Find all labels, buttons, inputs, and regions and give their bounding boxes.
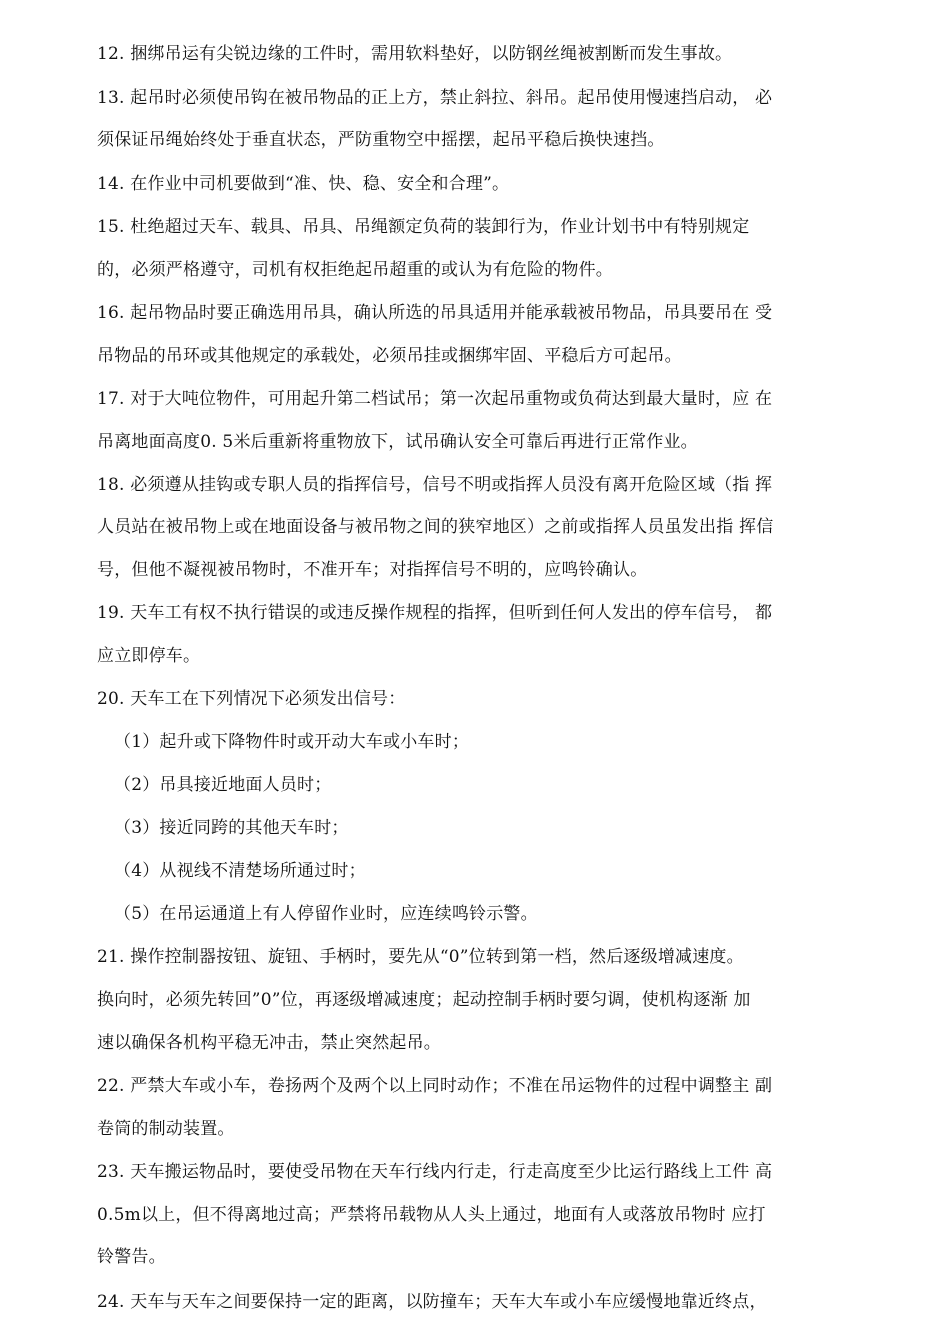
rule-18-line-3: 号，但他不凝视被吊物时，不准开车；对指挥信号不明的，应鸣铃确认。 [97,560,648,580]
rule-22-line-1: 22. 严禁大车或小车，卷扬两个及两个以上同时动作；不准在吊运物件的过程中调整主 副 [97,1076,773,1096]
rule-15-line-1: 15. 杜绝超过天车、载具、吊具、吊绳额定负荷的装卸行为，作业计划书中有特别规定 [97,217,750,237]
rule-14-line-1: 14. 在作业中司机要做到“准、快、稳、安全和合理”。 [97,174,510,194]
rule-16-line-2: 吊物品的吊环或其他规定的承载处，必须吊挂或捆绑牢固、平稳后方可起吊。 [97,346,682,366]
rule-19-line-1: 19. 天车工有权不执行错误的或违反操作规程的指挥，但听到任何人发出的停车信号， 都 [97,603,773,623]
rule-20-item-1: （1）起升或下降物件时或开动大车或小车时； [114,732,470,752]
rule-17-line-1: 17. 对于大吨位物件，可用起升第二档试吊；第一次起吊重物或负荷达到最大量时，应 在 [97,389,773,409]
rule-19-line-2: 应立即停车。 [97,646,201,666]
rule-18-line-2: 人员站在被吊物上或在地面设备与被吊物之间的狭窄地区）之前或指挥人员虽发出指 挥信 [97,517,774,537]
rule-20-item-2: （2）吊具接近地面人员时； [114,775,332,795]
rule-24-line-1: 24. 天车与天车之间要保持一定的距离，以防撞车；天车大车或小车应缓慢地靠近终点， [97,1292,767,1312]
rule-20-item-4: （4）从视线不清楚场所通过时； [114,861,366,881]
rule-21-line-2: 换向时，必须先转回”0”位，再逐级增减速度；起动控制手柄时要匀调，使机构逐渐 加 [97,990,751,1010]
rule-12-line-1: 12. 捆绑吊运有尖锐边缘的工件时，需用软料垫好，以防钢丝绳被割断而发生事故。 [97,44,733,64]
rule-18-line-1: 18. 必须遵从挂钩或专职人员的指挥信号，信号不明或指挥人员没有离开危险区域（指 挥 [97,475,773,495]
rule-17-line-2: 吊离地面高度0. 5米后重新将重物放下，试吊确认安全可靠后再进行正常作业。 [97,432,698,452]
rule-16-line-1: 16. 起吊物品时要正确选用吊具，确认所选的吊具适用并能承载被吊物品，吊具要吊在 受 [97,303,773,323]
rule-20-item-5: （5）在吊运通道上有人停留作业时，应连续鸣铃示警。 [114,904,538,924]
rule-23-line-2: 0.5m以上，但不得离地过高；严禁将吊载物从人头上通过，地面有人或落放吊物时 应打 [97,1205,766,1225]
rule-22-line-2: 卷筒的制动装置。 [97,1119,235,1139]
rule-23-line-1: 23. 天车搬运物品时，要使受吊物在天车行线内行走，行走高度至少比运行路线上工件 高 [97,1162,773,1182]
rule-23-line-3: 铃警告。 [97,1247,166,1267]
rule-13-line-2: 须保证吊绳始终处于垂直状态，严防重物空中摇摆，起吊平稳后换快速挡。 [97,130,665,150]
rule-15-line-2: 的，必须严格遵守，司机有权拒绝起吊超重的或认为有危险的物件。 [97,260,613,280]
rule-20-line-1: 20. 天车工在下列情况下必须发出信号： [97,689,406,709]
rule-21-line-3: 速以确保各机构平稳无冲击，禁止突然起吊。 [97,1033,441,1053]
rule-21-line-1: 21. 操作控制器按钮、旋钮、手柄时，要先从“0”位转到第一档，然后逐级增减速度。 [97,947,744,967]
rule-13-line-1: 13. 起吊时必须使吊钩在被吊物品的正上方，禁止斜拉、斜吊。起吊使用慢速挡启动， 必 [97,88,773,108]
rule-20-item-3: （3）接近同跨的其他天车时； [114,818,349,838]
